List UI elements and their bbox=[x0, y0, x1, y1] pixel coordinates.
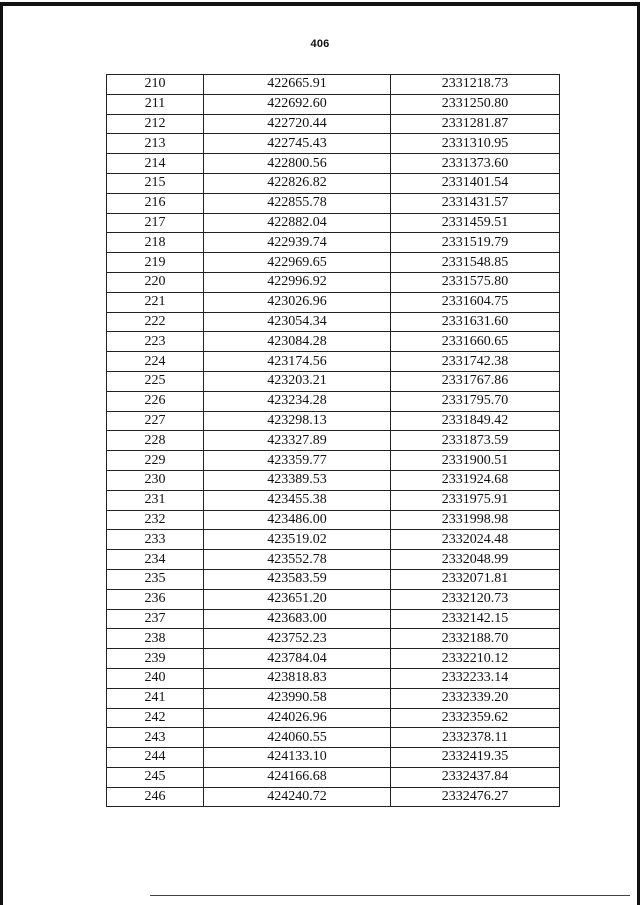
y-coordinate-cell: 2332048.99 bbox=[391, 550, 560, 570]
point-number-cell: 213 bbox=[107, 134, 204, 154]
table-row bbox=[107, 629, 560, 649]
x-coordinate-cell: 424060.55 bbox=[204, 728, 391, 748]
table-row bbox=[107, 609, 560, 629]
point-number-cell: 237 bbox=[107, 609, 204, 629]
y-coordinate-cell: 2332188.70 bbox=[391, 629, 560, 649]
y-coordinate-cell: 2331250.80 bbox=[391, 94, 560, 114]
y-coordinate-cell: 2332024.48 bbox=[391, 530, 560, 550]
y-coordinate-cell: 2331431.57 bbox=[391, 193, 560, 213]
point-number-cell: 230 bbox=[107, 470, 204, 490]
x-coordinate-cell: 423552.78 bbox=[204, 550, 391, 570]
table-row bbox=[107, 728, 560, 748]
table-row bbox=[107, 94, 560, 114]
table-row bbox=[107, 569, 560, 589]
y-coordinate-cell: 2332378.11 bbox=[391, 728, 560, 748]
y-coordinate-cell: 2331660.65 bbox=[391, 332, 560, 352]
point-number-cell: 236 bbox=[107, 589, 204, 609]
y-coordinate-cell: 2331998.98 bbox=[391, 510, 560, 530]
y-coordinate-cell: 2331975.91 bbox=[391, 490, 560, 510]
table-row bbox=[107, 649, 560, 669]
x-coordinate-cell: 423327.89 bbox=[204, 431, 391, 451]
table-row bbox=[107, 767, 560, 787]
point-number-cell: 240 bbox=[107, 668, 204, 688]
point-number-cell: 221 bbox=[107, 292, 204, 312]
y-coordinate-cell: 2332210.12 bbox=[391, 649, 560, 669]
x-coordinate-cell: 423752.23 bbox=[204, 629, 391, 649]
table-row bbox=[107, 154, 560, 174]
table-row bbox=[107, 550, 560, 570]
x-coordinate-cell: 423784.04 bbox=[204, 649, 391, 669]
table-row bbox=[107, 114, 560, 134]
x-coordinate-cell: 423455.38 bbox=[204, 490, 391, 510]
x-coordinate-cell: 422939.74 bbox=[204, 233, 391, 253]
x-coordinate-cell: 424166.68 bbox=[204, 767, 391, 787]
page-number: 406 bbox=[310, 38, 330, 50]
table-row bbox=[107, 193, 560, 213]
table-row bbox=[107, 787, 560, 807]
table-row bbox=[107, 173, 560, 193]
x-coordinate-cell: 423054.34 bbox=[204, 312, 391, 332]
y-coordinate-cell: 2331401.54 bbox=[391, 173, 560, 193]
table-row bbox=[107, 332, 560, 352]
table-row bbox=[107, 411, 560, 431]
y-coordinate-cell: 2332437.84 bbox=[391, 767, 560, 787]
x-coordinate-cell: 423583.59 bbox=[204, 569, 391, 589]
x-coordinate-cell: 422800.56 bbox=[204, 154, 391, 174]
point-number-cell: 233 bbox=[107, 530, 204, 550]
point-number-cell: 228 bbox=[107, 431, 204, 451]
point-number-cell: 215 bbox=[107, 173, 204, 193]
y-coordinate-cell: 2331548.85 bbox=[391, 253, 560, 273]
y-coordinate-cell: 2331281.87 bbox=[391, 114, 560, 134]
x-coordinate-cell: 424133.10 bbox=[204, 748, 391, 768]
table-row bbox=[107, 352, 560, 372]
table-row bbox=[107, 589, 560, 609]
x-coordinate-cell: 422969.65 bbox=[204, 253, 391, 273]
x-coordinate-cell: 423234.28 bbox=[204, 391, 391, 411]
table-row bbox=[107, 75, 560, 95]
point-number-cell: 242 bbox=[107, 708, 204, 728]
table-row bbox=[107, 470, 560, 490]
point-number-cell: 219 bbox=[107, 253, 204, 273]
table-row bbox=[107, 312, 560, 332]
x-coordinate-cell: 423298.13 bbox=[204, 411, 391, 431]
bottom-rule bbox=[150, 895, 630, 896]
y-coordinate-cell: 2331631.60 bbox=[391, 312, 560, 332]
point-number-cell: 210 bbox=[107, 75, 204, 95]
x-coordinate-cell: 424240.72 bbox=[204, 787, 391, 807]
table-row bbox=[107, 530, 560, 550]
y-coordinate-cell: 2331873.59 bbox=[391, 431, 560, 451]
x-coordinate-cell: 422665.91 bbox=[204, 75, 391, 95]
point-number-cell: 235 bbox=[107, 569, 204, 589]
x-coordinate-cell: 422996.92 bbox=[204, 272, 391, 292]
y-coordinate-cell: 2332071.81 bbox=[391, 569, 560, 589]
point-number-cell: 216 bbox=[107, 193, 204, 213]
y-coordinate-cell: 2331849.42 bbox=[391, 411, 560, 431]
table-row bbox=[107, 708, 560, 728]
point-number-cell: 229 bbox=[107, 451, 204, 471]
y-coordinate-cell: 2331924.68 bbox=[391, 470, 560, 490]
y-coordinate-cell: 2332120.73 bbox=[391, 589, 560, 609]
page-border-left bbox=[0, 2, 3, 905]
table-row bbox=[107, 510, 560, 530]
x-coordinate-cell: 424026.96 bbox=[204, 708, 391, 728]
x-coordinate-cell: 423203.21 bbox=[204, 371, 391, 391]
point-number-cell: 211 bbox=[107, 94, 204, 114]
y-coordinate-cell: 2332142.15 bbox=[391, 609, 560, 629]
point-number-cell: 214 bbox=[107, 154, 204, 174]
x-coordinate-cell: 422720.44 bbox=[204, 114, 391, 134]
x-coordinate-cell: 423486.00 bbox=[204, 510, 391, 530]
point-number-cell: 225 bbox=[107, 371, 204, 391]
y-coordinate-cell: 2331519.79 bbox=[391, 233, 560, 253]
table-row bbox=[107, 490, 560, 510]
point-number-cell: 245 bbox=[107, 767, 204, 787]
x-coordinate-cell: 423359.77 bbox=[204, 451, 391, 471]
x-coordinate-cell: 422855.78 bbox=[204, 193, 391, 213]
point-number-cell: 238 bbox=[107, 629, 204, 649]
point-number-cell: 224 bbox=[107, 352, 204, 372]
x-coordinate-cell: 423990.58 bbox=[204, 688, 391, 708]
coordinates-table bbox=[106, 74, 560, 807]
point-number-cell: 231 bbox=[107, 490, 204, 510]
point-number-cell: 217 bbox=[107, 213, 204, 233]
table-row bbox=[107, 391, 560, 411]
coordinates-table-body bbox=[107, 75, 560, 807]
point-number-cell: 234 bbox=[107, 550, 204, 570]
x-coordinate-cell: 422826.82 bbox=[204, 173, 391, 193]
x-coordinate-cell: 423683.00 bbox=[204, 609, 391, 629]
point-number-cell: 222 bbox=[107, 312, 204, 332]
point-number-cell: 244 bbox=[107, 748, 204, 768]
point-number-cell: 243 bbox=[107, 728, 204, 748]
y-coordinate-cell: 2331742.38 bbox=[391, 352, 560, 372]
table-row bbox=[107, 134, 560, 154]
table-row bbox=[107, 431, 560, 451]
x-coordinate-cell: 423818.83 bbox=[204, 668, 391, 688]
table-row bbox=[107, 233, 560, 253]
y-coordinate-cell: 2331459.51 bbox=[391, 213, 560, 233]
y-coordinate-cell: 2332476.27 bbox=[391, 787, 560, 807]
point-number-cell: 220 bbox=[107, 272, 204, 292]
x-coordinate-cell: 423026.96 bbox=[204, 292, 391, 312]
x-coordinate-cell: 423651.20 bbox=[204, 589, 391, 609]
y-coordinate-cell: 2332359.62 bbox=[391, 708, 560, 728]
table-row bbox=[107, 688, 560, 708]
x-coordinate-cell: 422692.60 bbox=[204, 94, 391, 114]
page-border-top bbox=[0, 2, 640, 6]
table-row bbox=[107, 213, 560, 233]
y-coordinate-cell: 2331900.51 bbox=[391, 451, 560, 471]
table-row bbox=[107, 451, 560, 471]
y-coordinate-cell: 2331604.75 bbox=[391, 292, 560, 312]
y-coordinate-cell: 2331373.60 bbox=[391, 154, 560, 174]
point-number-cell: 226 bbox=[107, 391, 204, 411]
table-row bbox=[107, 253, 560, 273]
point-number-cell: 241 bbox=[107, 688, 204, 708]
x-coordinate-cell: 423084.28 bbox=[204, 332, 391, 352]
y-coordinate-cell: 2331218.73 bbox=[391, 75, 560, 95]
table-row bbox=[107, 668, 560, 688]
y-coordinate-cell: 2332339.20 bbox=[391, 688, 560, 708]
table-row bbox=[107, 748, 560, 768]
point-number-cell: 218 bbox=[107, 233, 204, 253]
x-coordinate-cell: 423389.53 bbox=[204, 470, 391, 490]
y-coordinate-cell: 2332419.35 bbox=[391, 748, 560, 768]
point-number-cell: 246 bbox=[107, 787, 204, 807]
table-row bbox=[107, 292, 560, 312]
y-coordinate-cell: 2332233.14 bbox=[391, 668, 560, 688]
point-number-cell: 223 bbox=[107, 332, 204, 352]
point-number-cell: 232 bbox=[107, 510, 204, 530]
x-coordinate-cell: 423174.56 bbox=[204, 352, 391, 372]
x-coordinate-cell: 422745.43 bbox=[204, 134, 391, 154]
x-coordinate-cell: 423519.02 bbox=[204, 530, 391, 550]
table-row bbox=[107, 371, 560, 391]
x-coordinate-cell: 422882.04 bbox=[204, 213, 391, 233]
y-coordinate-cell: 2331767.86 bbox=[391, 371, 560, 391]
point-number-cell: 239 bbox=[107, 649, 204, 669]
table-row bbox=[107, 272, 560, 292]
y-coordinate-cell: 2331795.70 bbox=[391, 391, 560, 411]
point-number-cell: 212 bbox=[107, 114, 204, 134]
point-number-cell: 227 bbox=[107, 411, 204, 431]
y-coordinate-cell: 2331575.80 bbox=[391, 272, 560, 292]
y-coordinate-cell: 2331310.95 bbox=[391, 134, 560, 154]
